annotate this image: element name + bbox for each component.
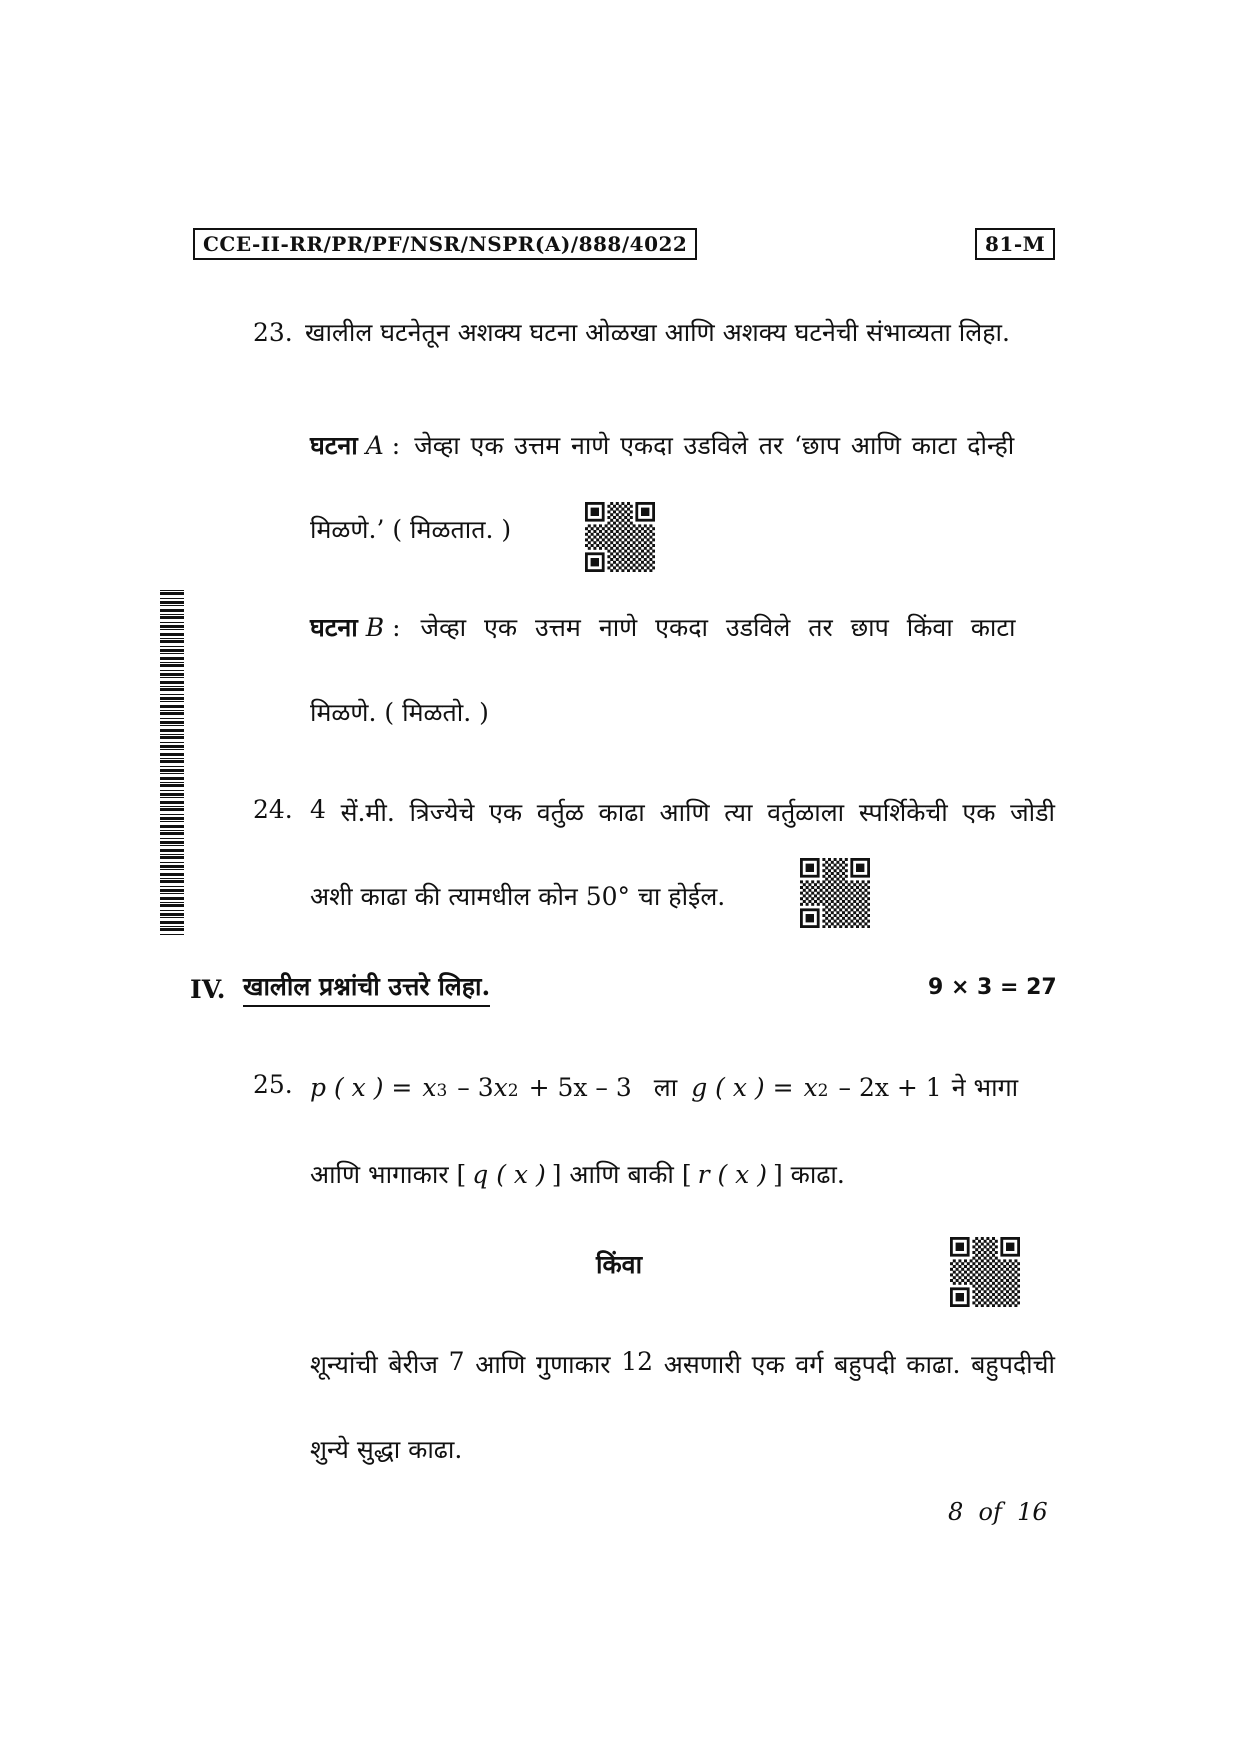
event-a-word: एक — [470, 431, 504, 460]
q25-alt-line2: शुन्ये सुद्धा काढा. — [310, 1435, 463, 1464]
event-a-var: A — [365, 431, 384, 460]
ne-bhaga: ने भागा — [951, 1073, 1019, 1102]
event-a-word: दोन्ही — [967, 431, 1015, 460]
q23-event-b — [310, 610, 1016, 644]
q25-alt-word: बहुपदी — [834, 1350, 896, 1379]
p-of-x: p ( x ) = — [310, 1073, 413, 1102]
event-a-words — [414, 428, 1014, 462]
q24-number: 24. — [253, 795, 293, 824]
exp: 2 — [507, 1081, 519, 1101]
event-a-colon: : — [391, 431, 401, 460]
event-b-word: एक — [484, 613, 518, 642]
q25-line2-b: ] आणि बाकी [ — [551, 1160, 692, 1189]
term: + 5x – 3 — [528, 1073, 632, 1102]
q24-word: त्रिज्येचे — [409, 798, 475, 827]
q25-alt-word: बहुपदीची — [971, 1350, 1055, 1379]
event-b-word: किंवा — [906, 613, 953, 642]
event-b-word: तर — [808, 613, 833, 642]
event-b-var: B — [365, 613, 385, 642]
qr-code-icon — [800, 858, 870, 928]
event-b-word: उडविले — [725, 613, 791, 642]
event-a-word: काटा — [911, 431, 957, 460]
q24-line1 — [310, 795, 1055, 829]
or-label: किंवा — [596, 1250, 643, 1279]
q25-alt-word: 7 — [448, 1347, 465, 1376]
event-b-colon: : — [392, 613, 401, 642]
section-marks: 9 × 3 = 27 — [928, 975, 1057, 1000]
term: – 2x + 1 — [838, 1073, 942, 1102]
q24-word: आणि — [659, 798, 710, 827]
q25-line2-a: आणि भागाकार [ — [310, 1160, 467, 1189]
q24-word: स्पर्शिकेची — [858, 798, 948, 827]
q25-alt-word: बेरीज — [388, 1350, 438, 1379]
event-b-word: छाप — [850, 613, 889, 642]
event-b-words — [421, 610, 1016, 644]
q25-alt-word: 12 — [621, 1347, 654, 1376]
r-of-x: r ( x ) — [697, 1160, 767, 1189]
event-a-word: आणि — [850, 431, 901, 460]
q25-line1 — [310, 1070, 1018, 1104]
term-x: x — [803, 1073, 818, 1102]
event-a-word: ‘छाप — [793, 431, 841, 460]
barcode-icon — [160, 590, 184, 935]
q23-number: 23. — [253, 318, 293, 347]
exp: 3 — [436, 1081, 448, 1101]
q25-alt-word: वर्ग — [795, 1350, 824, 1379]
event-a-word: तर — [758, 431, 784, 460]
qr-code-icon — [585, 502, 655, 572]
q25-alt-word: काढा. — [906, 1350, 961, 1379]
event-a-word: एकदा — [620, 431, 673, 460]
page-number: 8 of 16 — [948, 1498, 1048, 1526]
paper-id: 81-M — [975, 228, 1055, 260]
term-x: x — [422, 1073, 437, 1102]
event-a-word: नाणे — [570, 431, 610, 460]
q25-line2-c: ] काढा. — [772, 1160, 845, 1189]
event-b-word: नाणे — [598, 613, 638, 642]
q25-alt-word: एक — [751, 1350, 785, 1379]
q24-word: सें.मी. — [340, 798, 395, 827]
q25-alt-word: गुणाकार — [536, 1350, 611, 1379]
la-word: ला — [653, 1073, 678, 1102]
term-x: x — [493, 1073, 508, 1102]
event-a-line2: मिळणे.’ ( मिळतात. ) — [310, 515, 512, 544]
q-of-x: q ( x ) — [472, 1160, 546, 1189]
event-a-word: जेव्हा — [414, 431, 460, 460]
exp: 2 — [817, 1081, 829, 1101]
q23-event-a — [310, 428, 1014, 462]
term: – 3 — [457, 1073, 494, 1102]
event-b-word: जेव्हा — [420, 613, 467, 642]
event-b-word: एकदा — [655, 613, 708, 642]
event-b-line2: मिळणे. ( मिळतो. ) — [310, 698, 489, 727]
q24-word: एक — [489, 798, 523, 827]
event-a-label: घटना — [310, 431, 358, 460]
section-title: खालील प्रश्नांची उत्तरे लिहा. — [243, 972, 490, 1007]
q24-word: एक — [962, 798, 996, 827]
q24-word: जोडी — [1010, 798, 1055, 827]
q24-word: काढा — [598, 798, 645, 827]
g-of-x: g ( x ) = — [691, 1073, 794, 1102]
event-a-word: उत्तम — [514, 431, 561, 460]
q25-alt-word: शून्यांची — [310, 1350, 378, 1379]
q24-line2: अशी काढा की त्यामधील कोन 50° चा होईल. — [310, 882, 726, 911]
event-a-word: उडविले — [683, 431, 749, 460]
q24-word: वर्तुळ — [536, 798, 584, 827]
q24-word: 4 — [310, 795, 326, 824]
q25-alt-word: असणारी — [663, 1350, 741, 1379]
paper-code: CCE-II-RR/PR/PF/NSR/NSPR(A)/888/4022 — [193, 228, 697, 260]
q25-alt-word: आणि — [475, 1350, 526, 1379]
section-numeral: IV. — [190, 975, 226, 1004]
event-b-word: उत्तम — [534, 613, 581, 642]
q24-word: त्या — [724, 798, 753, 827]
q25-line2 — [310, 1157, 845, 1191]
qr-code-icon — [950, 1237, 1020, 1307]
event-b-label: घटना — [310, 613, 358, 642]
q23-text: खालील घटनेतून अशक्य घटना ओळखा आणि अशक्य घटनेची संभाव्यता लिहा. — [305, 318, 1010, 347]
q24-word: वर्तुळाला — [767, 798, 845, 827]
event-b-word: काटा — [970, 613, 1016, 642]
q25-alt-line1 — [310, 1347, 1055, 1381]
q25-number: 25. — [253, 1070, 293, 1099]
